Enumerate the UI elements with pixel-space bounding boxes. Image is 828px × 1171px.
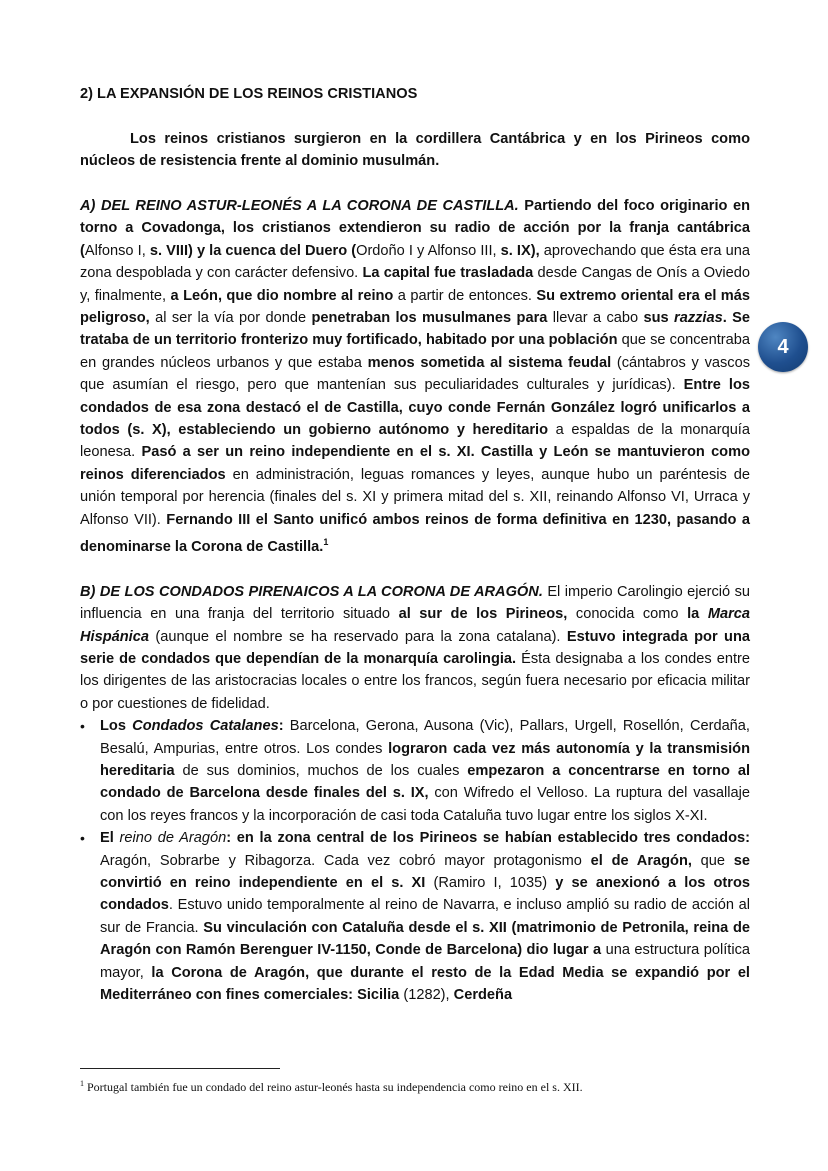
page-number-badge: 4 [758,322,808,372]
section-heading: 2) LA EXPANSIÓN DE LOS REINOS CRISTIANOS [80,86,418,102]
section-b-title: B) DE LOS CONDADOS PIRENAICOS A LA CORONA DE ARAGÓN. [80,583,543,600]
section-a-title: A) DEL REINO ASTUR-LEONÉS A LA CORONA DE CASTILLA. [80,198,519,214]
section-b-paragraph: B) DE LOS CONDADOS PIRENAICOS A LA CORONA DE ARAGÓN. El imperio Carolingio ejerció su influencia en una franja del territorio situado al sur de los Pirineos, conocida como la Marca Hispánica (aunque el nombre se ha reservado para la zona catalana). Estuvo integrada por una serie de condados que dependían de la monarquía carolingia. Ésta designaba a los condes entre los dirigentes de las aristocracias locales o entre los francos, según fuera necesario por eficacia militar o por cuestiones de fidelidad. [80,583,750,712]
footnote-mark: 1 [80,1079,84,1088]
document-body [80,83,750,1006]
footnote-text: Portugal también fue un condado del reino astur-leonés hasta su independencia como reino en el s. XII. [87,1080,583,1094]
footnote-ref: 1 [323,537,329,548]
list-item: • El reino de Aragón: en la zona central de los Pirineos se habían establecido tres condados: Aragón, Sobrarbe y Ribagorza. Cada vez cobró mayor protagonismo el de Aragón, que se convirtió en reino independiente en el s. XI (Ramiro I, 1035) y se anexionó a los otros condados. Estuvo unido temporalmente al reino de Navarra, e incluso amplió su radio de acción al sur de Francia. Su vinculación con Cataluña desde el s. XII (matrimonio de Petronila, reina de Aragón con Ramón Berenguer IV-1150, Conde de Barcelona) dio lugar a una estructura política mayor, la Corona de Aragón, que durante el resto de la Edad Media se expandió por el Mediterráneo con fines comerciales: Sicilia (1282), Cerdeña [100,827,750,1006]
list-item: • Los Condados Catalanes: Barcelona, Gerona, Ausona (Vic), Pallars, Urgell, Rosellón, Cerdaña, Besalú, Ampurias, entre otros. Los condes lograron cada vez más autonomía y la transmisión hereditaria de sus dominios, muchos de los cuales empezaron a concentrarse en torno al condado de Barcelona desde finales del s. IX, con Wifredo el Velloso. La ruptura del vasallaje con los reyes francos y la incorporación de casi toda Cataluña tuvo lugar entre los siglos X-XI. [100,715,750,827]
intro-paragraph: Los reinos cristianos surgieron en la cordillera Cantábrica y en los Pirineos como núcleos de resistencia frente al dominio musulmán. [80,130,750,170]
footnote [80,1076,760,1095]
section-a-paragraph: A) DEL REINO ASTUR-LEONÉS A LA CORONA DE CASTILLA. Partiendo del foco originario en torno a Covadonga, los cristianos extendieron su radio de acción por la franja cantábrica (Alfonso I, s. VIII) y la cuenca del Duero (Ordoño I y Alfonso III, s. IX), aprovechando que ésta era una zona despoblada y con carácter defensivo. La capital fue trasladada desde Cangas de Onís a Oviedo y, finalmente, a León, que dio nombre al reino a partir de entonces. Su extremo oriental era el más peligroso, al ser la vía por donde penetraban los musulmanes para llevar a cabo sus razzias. Se trataba de un territorio fronterizo muy fortificado, habitado por una población que se concentraba en grandes núcleos urbanos y que estaba menos sometida al sistema feudal (cántabros y vascos que asumían el riesgo, pero que mantenían sus peculiaridades culturales y jurídicas). Entre los condados de esa zona destacó el de Castilla, cuyo conde Fernán González logró unificarlos a todos (s. X), estableciendo un gobierno autónomo y hereditario a espaldas de la monarquía leonesa. Pasó a ser un reino independiente en el s. XI. Castilla y León se mantuvieron como reinos diferenciados en administración, leguas romances y leyes, aunque hubo un paréntesis de unión temporal por herencia (finales del s. XI y primera mitad del s. XII, reinando Alfonso VI, Urraca y Alfonso VII). Fernando III el Santo unificó ambos reinos de forma definitiva en 1230, pasando a denominarse la Corona de Castilla.$^1$ [80,198,751,555]
bullet-list [80,715,750,1006]
footnote-divider [80,1068,280,1069]
